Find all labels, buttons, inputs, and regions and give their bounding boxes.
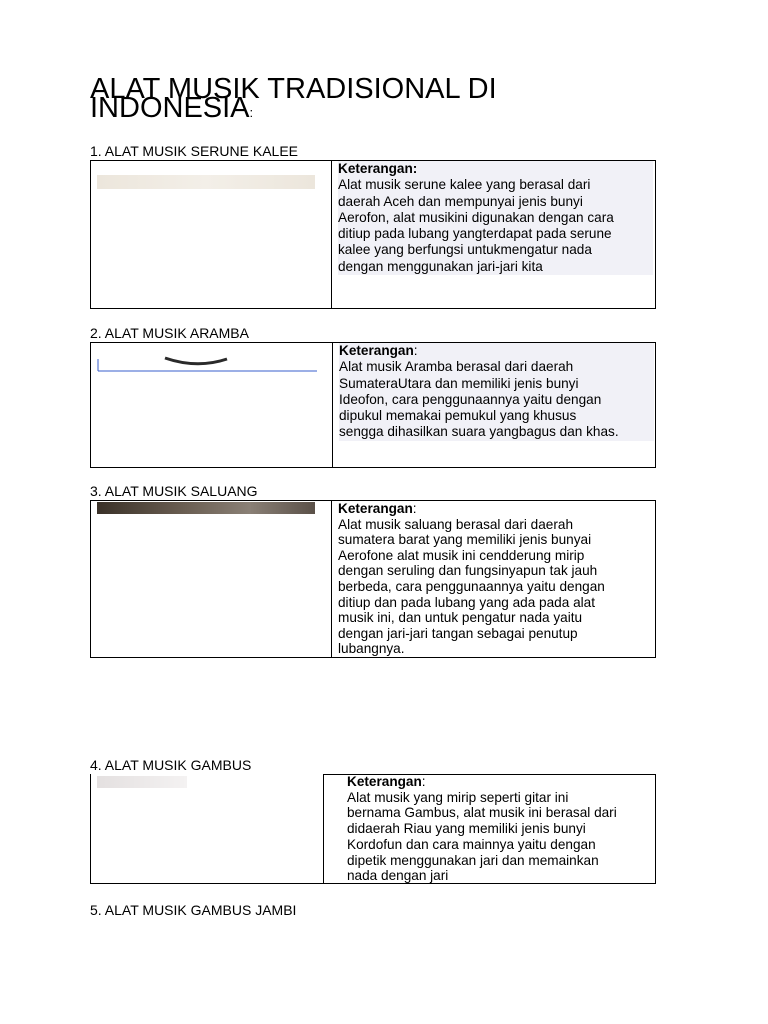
keterangan-label: Keterangan — [338, 501, 413, 516]
gambus-image — [97, 776, 187, 788]
description-line: ditiup pada lubang yangterdapat pada serune — [338, 226, 653, 242]
section-3-description: Keterangan: Alat musik saluang berasal dari daerah sumatera barat yang memiliki jenis bunyai Aerofone alat musik ini cendderung mirip dengan seruling dan fungsinyapun tak jauh berbeda, cara penggunaannya yaitu dengan ditiup dan pada lubang yang ada pada alat musik ini, dan untuk pengatur nada yaitu dengan jari-jari tangan sebagai penutup lubangnya. — [338, 501, 653, 657]
description-line: ditiup dan pada lubang yang ada pada alat — [338, 594, 595, 610]
description-line: nada dengan jari — [347, 868, 449, 884]
description-line: daerah Aceh dan mempunyai jenis bunyi — [338, 194, 653, 210]
column-divider — [332, 343, 333, 467]
section-5-heading: 5. ALAT MUSIK GAMBUS JAMBI — [90, 902, 297, 918]
keterangan-label: Keterangan — [339, 343, 414, 358]
section-1-heading: 1. ALAT MUSIK SERUNE KALEE — [90, 143, 299, 159]
section-1-table — [90, 160, 656, 309]
description-line: lubangnya. — [338, 641, 405, 657]
section-2-table — [90, 342, 656, 468]
description-line: dengan seruling dan fungsinyapun tak jauh — [338, 563, 598, 579]
column-divider — [323, 774, 324, 883]
section-3-table — [90, 500, 656, 658]
description-line: Kordofun dan cara mainnya yaitu dengan — [347, 836, 596, 852]
column-divider — [331, 501, 332, 657]
description-line: bernama Gambus, alat musik ini berasal dari — [347, 805, 617, 821]
keterangan-label: Keterangan — [347, 774, 422, 789]
page-title: ALAT MUSIK TRADISIONAL DI INDONESIA: — [90, 73, 497, 124]
description-line: Alat musik Aramba berasal dari daerah — [339, 359, 654, 375]
description-line: Aerofon, alat musikini digunakan dengan cara — [338, 210, 653, 226]
column-divider — [331, 161, 332, 308]
description-line: Alat musik saluang berasal dari daerah — [338, 516, 574, 532]
section-4-description: Keterangan: Alat musik yang mirip seperti gitar ini bernama Gambus, alat musik ini berasal dari didaerah Riau yang memiliki jenis bunyi Kordofun dan cara mainnya yaitu dengan dipetik menggunakan jari dan memainkan nada dengan jari — [347, 774, 653, 884]
description-line: dipukul memakai pemukul yang khusus — [339, 408, 654, 424]
description-line: didaerah Riau yang memiliki jenis bunyi — [347, 821, 586, 837]
section-2-description: Keterangan: Alat musik Aramba berasal dari daerah SumateraUtara dan memiliki jenis bunyi Ideofon, cara penggunaannya yaitu dengan dipukul memakai pemukul yang khusus sengga dihasilkan suara yangbagus dan khas. — [339, 343, 654, 441]
description-line: Ideofon, cara penggunaannya yaitu dengan — [339, 392, 654, 408]
description-line: musik ini, dan untuk pengatur nada yaitu — [338, 610, 583, 626]
description-line: dengan menggunakan jari-jari kita — [338, 259, 653, 275]
description-line: berbeda, cara penggunaannya yaitu dengan — [338, 578, 605, 594]
section-4-heading: 4. ALAT MUSIK GAMBUS — [90, 757, 252, 773]
description-line: Alat musik serune kalee yang berasal dari — [338, 177, 653, 193]
aramba-image — [97, 355, 319, 373]
serune-kalee-image — [97, 175, 315, 189]
description-line: Aerofone alat musik ini cendderung mirip — [338, 547, 585, 563]
saluang-image — [97, 502, 315, 514]
description-line: dipetik menggunakan jari dan memainkan — [347, 852, 599, 868]
section-2-heading: 2. ALAT MUSIK ARAMBA — [90, 325, 249, 341]
section-3-heading: 3. ALAT MUSIK SALUANG — [90, 483, 258, 499]
description-line: kalee yang berfungsi untukmengatur nada — [338, 242, 653, 258]
section-1-description — [338, 161, 653, 275]
description-line: dengan jari-jari tangan sebagai penutup — [338, 625, 578, 641]
description-line: SumateraUtara dan memiliki jenis bunyi — [339, 376, 654, 392]
description-line: sumatera barat yang memiliki jenis bunyai — [338, 532, 592, 548]
description-line: Alat musik yang mirip seperti gitar ini — [347, 789, 569, 805]
section-4-table — [90, 774, 656, 884]
description-line: sengga dihasilkan suara yangbagus dan khas. — [339, 424, 654, 440]
keterangan-label: Keterangan: — [338, 161, 653, 177]
